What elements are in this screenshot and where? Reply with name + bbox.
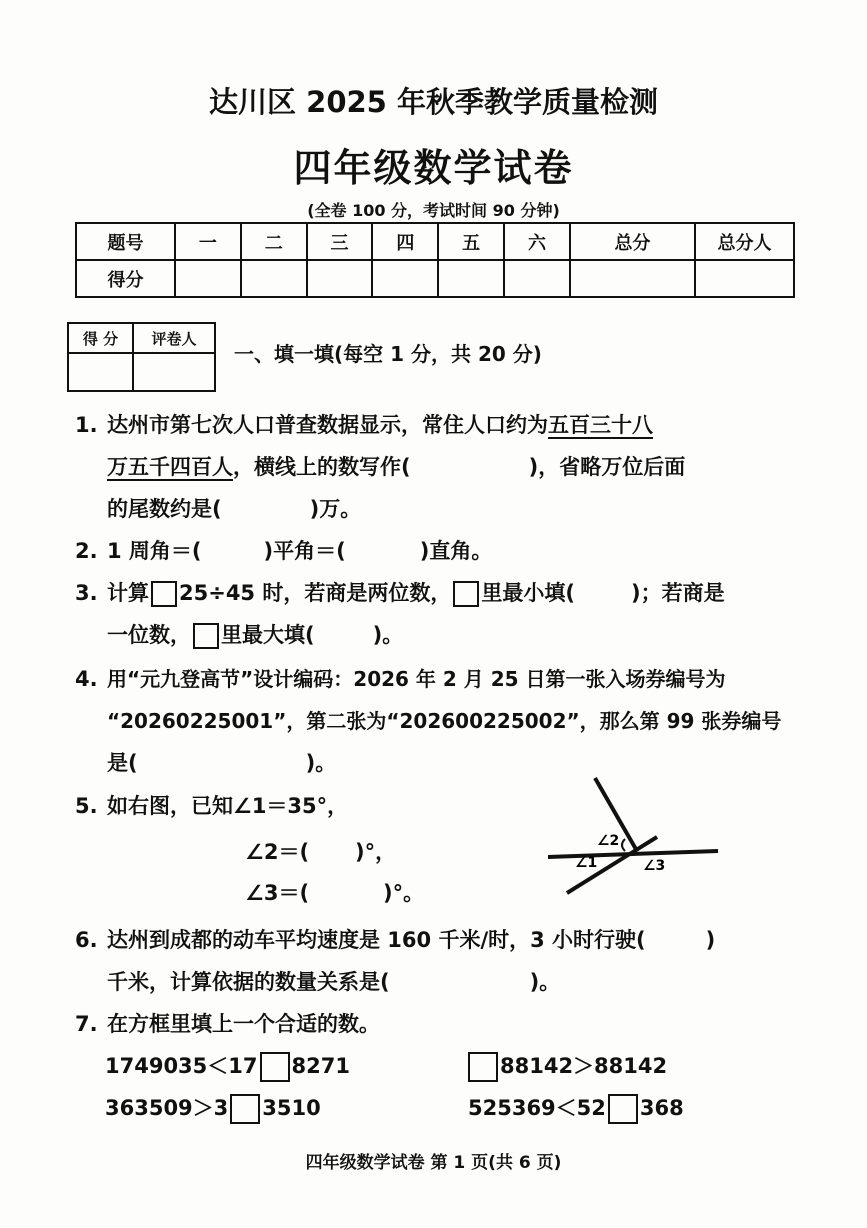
q1-text-b: ，横线上的数写作( — [233, 455, 411, 479]
q6-text-a: 达州到成都的动车平均速度是 160 千米/时，3 小时行驶( — [107, 928, 646, 952]
q1-text-e: )万。 — [309, 497, 362, 521]
q2-text-b: )平角＝( — [263, 539, 346, 563]
q7-box-d[interactable] — [608, 1094, 638, 1124]
q5-text-e: )°。 — [383, 881, 425, 905]
q5-text-d: ∠3＝( — [245, 881, 310, 905]
q4-line1 — [75, 664, 726, 694]
q3-box-1[interactable] — [151, 581, 177, 607]
q7-item-c — [105, 1093, 321, 1124]
score-header-cell: 一 — [175, 223, 241, 260]
q7-d-right: 368 — [639, 1096, 684, 1120]
q1-text-c: )，省略万位后面 — [528, 455, 686, 479]
score-header-cell: 题号 — [76, 223, 175, 260]
figure-label-angle-2: ∠2 — [597, 833, 620, 849]
q5-text-b: ∠2＝( — [245, 840, 310, 864]
score-cell[interactable] — [570, 260, 695, 297]
q7-item-b — [466, 1051, 667, 1082]
grader-score-cell[interactable] — [68, 353, 133, 391]
exam-note: (全卷 100 分，考试时间 90 分钟) — [307, 201, 560, 220]
score-cell[interactable] — [695, 260, 794, 297]
q7-line1 — [75, 1009, 380, 1039]
q7-c-left: 363509＞3 — [105, 1096, 229, 1120]
q3-text-c: 里最小填( — [481, 581, 575, 605]
grader-name-cell[interactable] — [133, 353, 215, 391]
angle-figure — [545, 775, 725, 900]
q1-underlined-a: 五百三十八 — [548, 413, 653, 437]
q4-text-a: 用“元九登高节”设计编码：2026 年 2 月 25 日第一张入场券编号为 — [107, 667, 726, 691]
q4-text-d: )。 — [305, 751, 337, 775]
q7-d-left: 525369＜52 — [468, 1096, 606, 1120]
q1-text-d: 的尾数约是( — [107, 497, 222, 521]
score-header-cell: 三 — [307, 223, 373, 260]
score-header-cell: 总分人 — [695, 223, 794, 260]
q6-text-c: 千米，计算依据的数量关系是( — [107, 970, 390, 994]
score-cell[interactable] — [372, 260, 438, 297]
q7-item-d — [468, 1093, 684, 1124]
grader-score-label: 得 分 — [68, 323, 133, 353]
q7-b-text: 88142＞88142 — [500, 1054, 668, 1078]
grader-name-label: 评卷人 — [133, 323, 215, 353]
q7-a-left: 1749035＜17 — [105, 1054, 258, 1078]
q5-line2 — [245, 837, 396, 867]
q2-text-c: )直角。 — [419, 539, 493, 563]
score-table-score-row — [76, 260, 794, 297]
q1-line1 — [75, 410, 653, 440]
q7-a-right: 8271 — [291, 1054, 350, 1078]
q7-number: 7. — [75, 1012, 98, 1036]
q5-number: 5. — [75, 794, 98, 818]
figure-label-angle-3: ∠3 — [643, 858, 666, 874]
q3-number: 3. — [75, 581, 98, 605]
q7-box-b[interactable] — [468, 1052, 498, 1082]
score-header-cell: 五 — [438, 223, 504, 260]
q7-text: 在方框里填上一个合适的数。 — [107, 1012, 380, 1036]
section-1-title: 一、填一填(每空 1 分，共 20 分) — [234, 342, 542, 366]
exam-subtitle: 四年级数学试卷 — [293, 146, 574, 190]
score-cell[interactable] — [307, 260, 373, 297]
score-cell[interactable] — [438, 260, 504, 297]
q3-text-e: 一位数， — [107, 623, 191, 647]
q6-text-b: ) — [705, 928, 716, 952]
q6-text-d: )。 — [529, 970, 561, 994]
q5-line1 — [75, 791, 348, 821]
q4-line2 — [107, 706, 781, 736]
score-header-cell: 四 — [372, 223, 438, 260]
q6-line2 — [107, 967, 560, 997]
q7-item-a — [105, 1051, 350, 1082]
q5-text-c: )°， — [355, 840, 397, 864]
q7-c-right: 3510 — [262, 1096, 321, 1120]
score-table — [75, 222, 795, 298]
score-header-cell: 二 — [241, 223, 307, 260]
q3-line2 — [107, 620, 403, 650]
q3-text-a: 计算 — [107, 581, 149, 605]
q3-text-b: 25÷45 时，若商是两位数， — [179, 581, 452, 605]
score-header-cell: 六 — [504, 223, 570, 260]
score-row-label: 得分 — [76, 260, 175, 297]
q3-text-g: )。 — [372, 623, 404, 647]
figure-angle-arc — [622, 839, 625, 851]
q4-text-b: “20260225001”，第二张为“202600225002”，那么第 99 张券编号 — [107, 709, 782, 733]
q1-text-a: 达州市第七次人口普查数据显示，常住人口约为 — [107, 413, 548, 437]
q3-box-2[interactable] — [453, 581, 479, 607]
q4-number: 4. — [75, 667, 98, 691]
q1-line2 — [107, 452, 685, 482]
q3-text-d: )；若商是 — [630, 581, 725, 605]
q4-line3 — [107, 748, 336, 778]
q1-underlined-b: 万五千四百人 — [107, 455, 233, 479]
q5-text-a: 如右图，已知∠1＝35°， — [107, 794, 349, 818]
page-footer: 四年级数学试卷 第 1 页(共 6 页) — [305, 1153, 562, 1173]
q4-text-c: 是( — [107, 751, 138, 775]
score-cell[interactable] — [175, 260, 241, 297]
exam-title: 达川区 2025 年秋季教学质量检测 — [209, 85, 658, 119]
q2-number: 2. — [75, 539, 98, 563]
score-cell[interactable] — [504, 260, 570, 297]
q6-line1 — [75, 925, 715, 955]
q5-line3 — [245, 878, 424, 908]
figure-label-angle-1: ∠1 — [575, 855, 598, 871]
score-header-cell: 总分 — [570, 223, 695, 260]
q7-box-c[interactable] — [230, 1094, 260, 1124]
q1-number: 1. — [75, 413, 98, 437]
q7-box-a[interactable] — [260, 1052, 290, 1082]
score-cell[interactable] — [241, 260, 307, 297]
q3-box-3[interactable] — [193, 623, 219, 649]
q3-text-f: 里最大填( — [221, 623, 315, 647]
q1-line3 — [107, 494, 361, 524]
q6-number: 6. — [75, 928, 98, 952]
score-table-header-row — [76, 223, 794, 260]
grader-box — [67, 322, 216, 392]
q2-text-a: 1 周角＝( — [107, 539, 202, 563]
q2-line — [75, 536, 492, 566]
q3-line1 — [75, 578, 725, 608]
